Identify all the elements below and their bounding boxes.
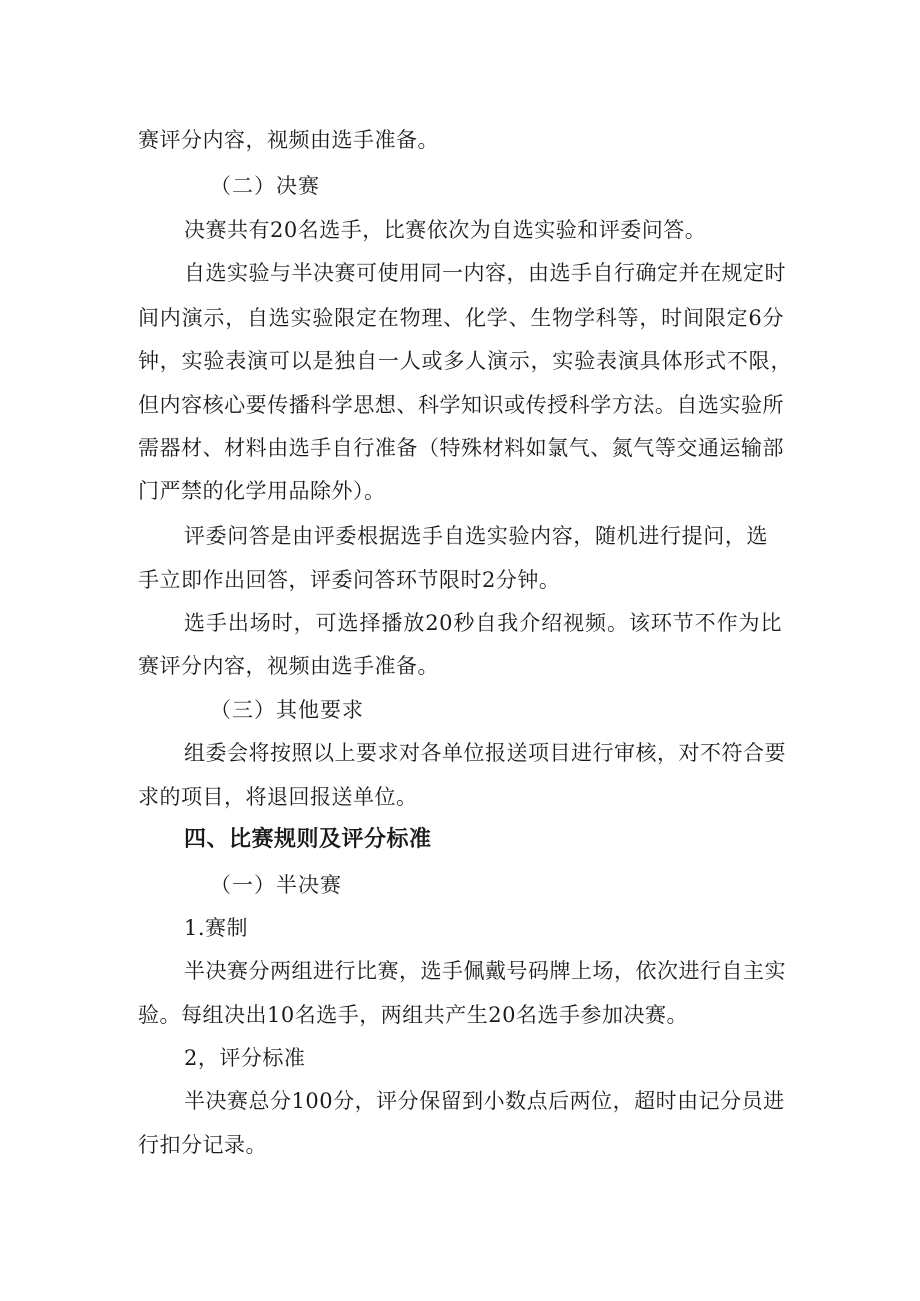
- paragraph-line: 赛评分内容，视频由选手准备。: [138, 128, 439, 152]
- paragraph-line: 手立即作出回答，评委问答环节限时2分钟。: [138, 568, 561, 592]
- paragraph-line: 验。每组决出10名选手，两组共产生20名选手参加决赛。: [138, 1003, 688, 1027]
- paragraph-line: 求的项目，将退回报送单位。: [138, 785, 418, 809]
- paragraph-line: 选手出场时，可选择播放20秒自我介绍视频。该环节不作为比: [184, 611, 782, 635]
- paragraph-line: 自选实验与半决赛可使用同一内容，由选手自行确定并在规定时: [184, 261, 786, 285]
- paragraph-line: 需器材、材料由选手自行准备（特殊材料如氯气、氮气等交通运输部: [138, 436, 784, 460]
- paragraph-line: 半决赛总分100分，评分保留到小数点后两位，超时由记分员进: [184, 1089, 785, 1113]
- section-subheading: （一）半决赛: [210, 873, 342, 897]
- paragraph-line: 但内容核心要传播科学思想、科学知识或传授科学方法。自选实验所: [138, 393, 784, 417]
- numbered-subheading: 1.赛制: [184, 916, 249, 940]
- paragraph-line: 钟，实验表演可以是独自一人或多人演示，实验表演具体形式不限，: [138, 349, 792, 373]
- paragraph-line: 行扣分记录。: [138, 1133, 267, 1157]
- section-heading: 四、比赛规则及评分标准: [184, 827, 432, 852]
- paragraph-line: 赛评分内容，视频由选手准备。: [138, 654, 439, 678]
- numbered-subheading: 2，评分标准: [184, 1046, 306, 1070]
- section-subheading: （三）其他要求: [210, 698, 364, 722]
- paragraph-line: 半决赛分两组进行比赛，选手佩戴号码牌上场，依次进行自主实: [184, 959, 786, 983]
- paragraph-line: 评委问答是由评委根据选手自选实验内容，随机进行提问，选: [184, 524, 768, 548]
- paragraph-line: 门严禁的化学用品除外）。: [138, 479, 386, 503]
- section-subheading: （二）决赛: [210, 174, 320, 198]
- paragraph-line: 间内演示，自选实验限定在物理、化学、生物学科等，时间限定6分: [138, 306, 784, 330]
- paragraph-line: 组委会将按照以上要求对各单位报送项目进行审核，对不符合要: [184, 741, 786, 765]
- paragraph-line: 决赛共有20名选手，比赛依次为自选实验和评委问答。: [184, 218, 707, 242]
